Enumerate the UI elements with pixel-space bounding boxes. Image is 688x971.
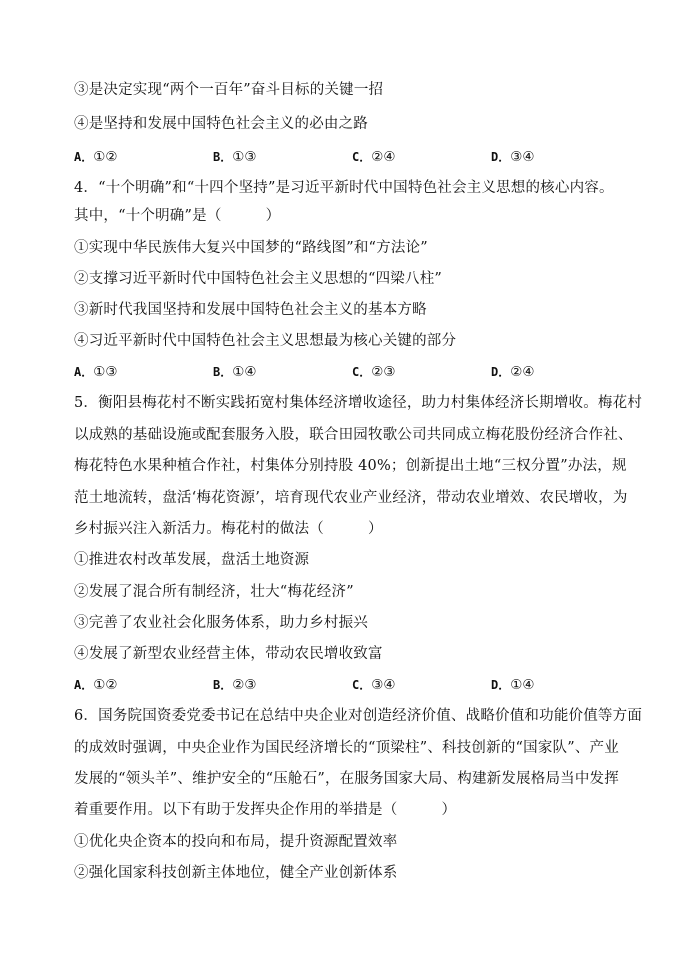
question-4-stem-line-1: 4．“十个明确”和“十四个坚持”是习近平新时代中国特色社会主义思想的核心内容。	[74, 180, 614, 196]
q6-statement-1: ①优化央企资本的投向和布局，提升资源配置效率	[74, 834, 398, 850]
question-6-stem-line-4: 着重要作用。以下有助于发挥央企作用的举措是（ ）	[74, 802, 457, 818]
q5-option-d: D．①④	[491, 677, 535, 693]
q4-option-d: D．②④	[491, 364, 535, 380]
question-5-stem-line-5: 乡村振兴注入新活力。梅花村的做法（ ）	[74, 521, 383, 537]
question-5-stem-line-4: 范土地流转，盘活‘梅花资源’，培育现代农业产业经济，带动农业增效、农民增收，为	[74, 490, 628, 506]
q5-answer-options	[74, 675, 634, 695]
q5-statement-3: ③完善了农业社会化服务体系，助力乡村振兴	[74, 615, 368, 631]
option-b: B．①③	[213, 149, 257, 165]
statement-4: ④是坚持和发展中国特色社会主义的必由之路	[74, 116, 368, 132]
statement-3: ③是决定实现“两个一百年”奋斗目标的关键一招	[74, 82, 384, 98]
question-5-stem-line-2: 以成熟的基础设施或配套服务入股，联合田园牧歌公司共同成立梅花股份经济合作社、	[74, 427, 633, 443]
q6-statement-2: ②强化国家科技创新主体地位，健全产业创新体系	[74, 865, 398, 881]
q5-option-b: B．②③	[213, 677, 257, 693]
q4-answer-options	[74, 362, 634, 382]
q4-statement-2: ②支撑习近平新时代中国特色社会主义思想的“四梁八柱”	[74, 271, 443, 287]
q5-statement-4: ④发展了新型农业经营主体，带动农民增收致富	[74, 646, 383, 662]
q4-statement-4: ④习近平新时代中国特色社会主义思想最为核心关键的部分	[74, 333, 457, 349]
q5-option-a: A．①②	[74, 677, 118, 693]
q4-statement-3: ③新时代我国坚持和发展中国特色社会主义的基本方略	[74, 302, 427, 318]
question-4-stem-line-2: 其中，“十个明确”是（ ）	[74, 208, 281, 224]
answer-options	[74, 147, 634, 167]
question-5-stem-line-3: 梅花特色水果种植合作社，村集体分别持股 40%；创新提出土地“三权分置”办法，规	[74, 458, 627, 474]
question-5-stem-line-1: 5．衡阳县梅花村不断实践拓宽村集体经济增收途径，助力村集体经济长期增收。梅花村	[74, 395, 643, 411]
option-a: A．①②	[74, 149, 118, 165]
option-c: C．②④	[352, 149, 396, 165]
question-6-stem-line-3: 发展的“领头羊”、维护安全的“压舱石”，在服务国家大局、构建新发展格局当中发挥	[74, 771, 619, 787]
q5-option-c: C．③④	[352, 677, 396, 693]
q5-statement-2: ②发展了混合所有制经济，壮大“梅花经济”	[74, 584, 354, 600]
question-6-stem-line-2: 的成效时强调，中央企业作为国民经济增长的“顶梁柱”、科技创新的“国家队”、产业	[74, 740, 619, 756]
q5-statement-1: ①推进农村改革发展，盘活土地资源	[74, 552, 310, 568]
question-6-stem-line-1: 6．国务院国资委党委书记在总结中央企业对创造经济价值、战略价值和功能价值等方面	[74, 708, 643, 724]
q4-option-b: B．①④	[213, 364, 257, 380]
q4-option-c: C．②③	[352, 364, 396, 380]
q4-option-a: A．①③	[74, 364, 118, 380]
q4-statement-1: ①实现中华民族伟大复兴中国梦的“路线图”和“方法论”	[74, 240, 428, 256]
option-d: D．③④	[491, 149, 535, 165]
